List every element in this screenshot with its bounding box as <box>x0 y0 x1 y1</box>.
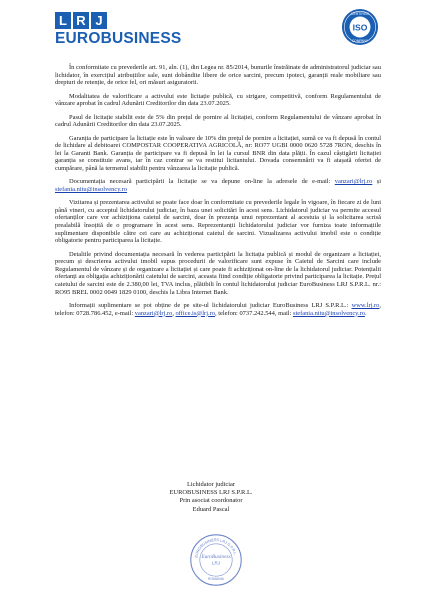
company-stamp-icon <box>189 533 243 587</box>
svg-text:EuroBusiness: EuroBusiness <box>201 554 231 561</box>
documentation-text: Documentația necesară participării la licitație se va depune on-line la adresele de e-mail: <box>69 178 331 186</box>
info-phone-1: , telefon: 0728.786.452, e-mail: <box>55 302 382 317</box>
paragraph-valorification-method: Modalitatea de valorificare a activului este licitație publică, cu strigare, competitivă, conform Regulamentului de vânzare aprobat în cadrul Adunării Creditorilor din data 23.07.2025. <box>55 92 381 108</box>
logo-lrj-boxes <box>55 12 181 29</box>
email-link-vanzari[interactable]: vanzari@lrj.ro <box>334 178 373 186</box>
document-body <box>55 64 381 317</box>
email-link-stefania[interactable]: stefania.nitu@insolvency.ro <box>55 185 128 193</box>
eurobusiness-logo <box>55 12 181 48</box>
paragraph-asset-visit: Vizitarea și prezentarea activului se poate face doar în conformitate cu prevederile legale în vigoare, în fiecare zi de luni până vineri, cu acceptul lichidatorului judiciar, în baza unei solicitări în acest sens. Lichidatorul judiciar va permite accesul ofertanților care vor achiziționa caietul de sarcini, doar în prezența unui reprezentant al acestuia și la solicitarea scrisă prealabilă însoțită de o programare în acest sens. Reprezentanții lichidatorului judiciar vor furniza toate informațiile suplimentare disponibile către cei care au achiziționat caietul de sarcini. Vizualizarea activului imobil este o condiție obligatorie pentru participarea la licitație. <box>55 199 381 245</box>
svg-text:LRJ: LRJ <box>211 560 221 566</box>
logo-letter-l: L <box>55 12 71 29</box>
document-header <box>0 0 422 72</box>
svg-text:CERTIFIED: CERTIFIED <box>351 11 369 16</box>
logo-company-name: EUROBUSINESS <box>55 30 182 47</box>
info-end: . <box>364 309 367 317</box>
svg-text:ROMANIA: ROMANIA <box>208 576 224 581</box>
email-link-vanzari-2[interactable]: vanzari@lrj.ro <box>134 309 173 317</box>
paragraph-participation-guarantee: Garanția de participare la licitație este în valoare de 10% din prețul de pornire a licitației, sumă ce va fi depusă în contul de lichidare al debitoarei COMPOSTAR COOPERATIVA AGRICOLĂ, nr: RO77 UGBI 0000 0620 5728 7RON, deschis în lei la Garanti Bank. Garanția de participare va fi depusă în lei la cursul BNR din data plății. În cazul câștigării licitației garanția se constituie avans, iar în caz contrar se va restitui licitantului. Dovada consemnării va fi atașată ofertei de cumpărare, până la termenul stabilit pentru vânzarea la licitație publică. <box>55 134 381 172</box>
documentation-separator: și <box>376 178 382 186</box>
paragraph-specifications-details: Detaliile privind documentația necesară în vederea participării la licitația publică și modul de organizare a licitației, precum și descrierea activului imobil supus procedurii de valorificare sunt expuse în Caietul de Sarcini care include Regulamentul de vânzare și de organizare a licitației și care poate fi achiziționat on-line de la lichidatorul judiciar. Potențialii ofertanți au obligația achiziționării caietului de sarcini, aceasta fiind condiție obligatorie privind participarea la licitație. Prețul caietului de sarcini este de 2.380,00 lei, TVA inclus, plătibili în contul lichidatorului judiciar EuroBusiness LRJ S.P.R.L. nr.: RO95 BREL 0002 0049 1829 0100, deschis la Libra Internet Bank. <box>55 250 381 296</box>
signature-name: Eduard Pascal <box>192 505 230 513</box>
svg-text:COMPANY: COMPANY <box>351 39 369 44</box>
signature-block <box>0 481 422 514</box>
paragraph-documentation-submission <box>55 178 381 193</box>
email-link-office[interactable]: office.is@lrj.ro <box>175 309 215 317</box>
iso-certified-seal-icon <box>341 8 379 46</box>
logo-letter-j: J <box>91 12 107 29</box>
svg-text:EUROBUSINESS LRJ S.P.R.L.: EUROBUSINESS LRJ S.P.R.L. <box>194 538 238 558</box>
paragraph-additional-information <box>55 302 381 317</box>
paragraph-property-free-of-charges: În conformitate cu prevederile art. 91, aln. (1), din Legea nr. 85/2014, bunurile înstrăinate de administratorul judiciar sau lichidator, în exercițiul atribuțiilor sale, sunt dobândite libere de orice sarcini, precum ipoteci, garanții reale mobiliare sau drepturi de retenție, de orice fel, ori măsuri asiguratorii. <box>55 64 381 87</box>
signature-company: EUROBUSINESS LRJ S.P.R.L. <box>169 489 253 497</box>
info-text: Informații suplimentare se pot obține de pe site-ul lichidatorului judiciar EuroBusiness LRJ S.P.R.L.: <box>69 302 349 310</box>
paragraph-bidding-step: Pasul de licitație stabilit este de 5% din prețul de pornire al licitației, conform Regulamentului de vânzare aprobat în cadrul Adunării Creditorilor din data 23.07.2025. <box>55 113 381 129</box>
logo-letter-r: R <box>73 12 89 29</box>
email-link-stefania-2[interactable]: stefania.nitu@insolvency.ro <box>292 309 365 317</box>
info-phone-2: , telefon: 0737.242.544, mail: <box>214 309 292 317</box>
signature-role: Lichidator judiciar <box>186 481 236 488</box>
info-comma: , <box>172 309 174 317</box>
website-link[interactable]: www.lrj.ro <box>351 302 380 310</box>
svg-text:ISO: ISO <box>352 22 368 33</box>
signature-capacity: Prin asociat coordonator <box>179 497 243 505</box>
